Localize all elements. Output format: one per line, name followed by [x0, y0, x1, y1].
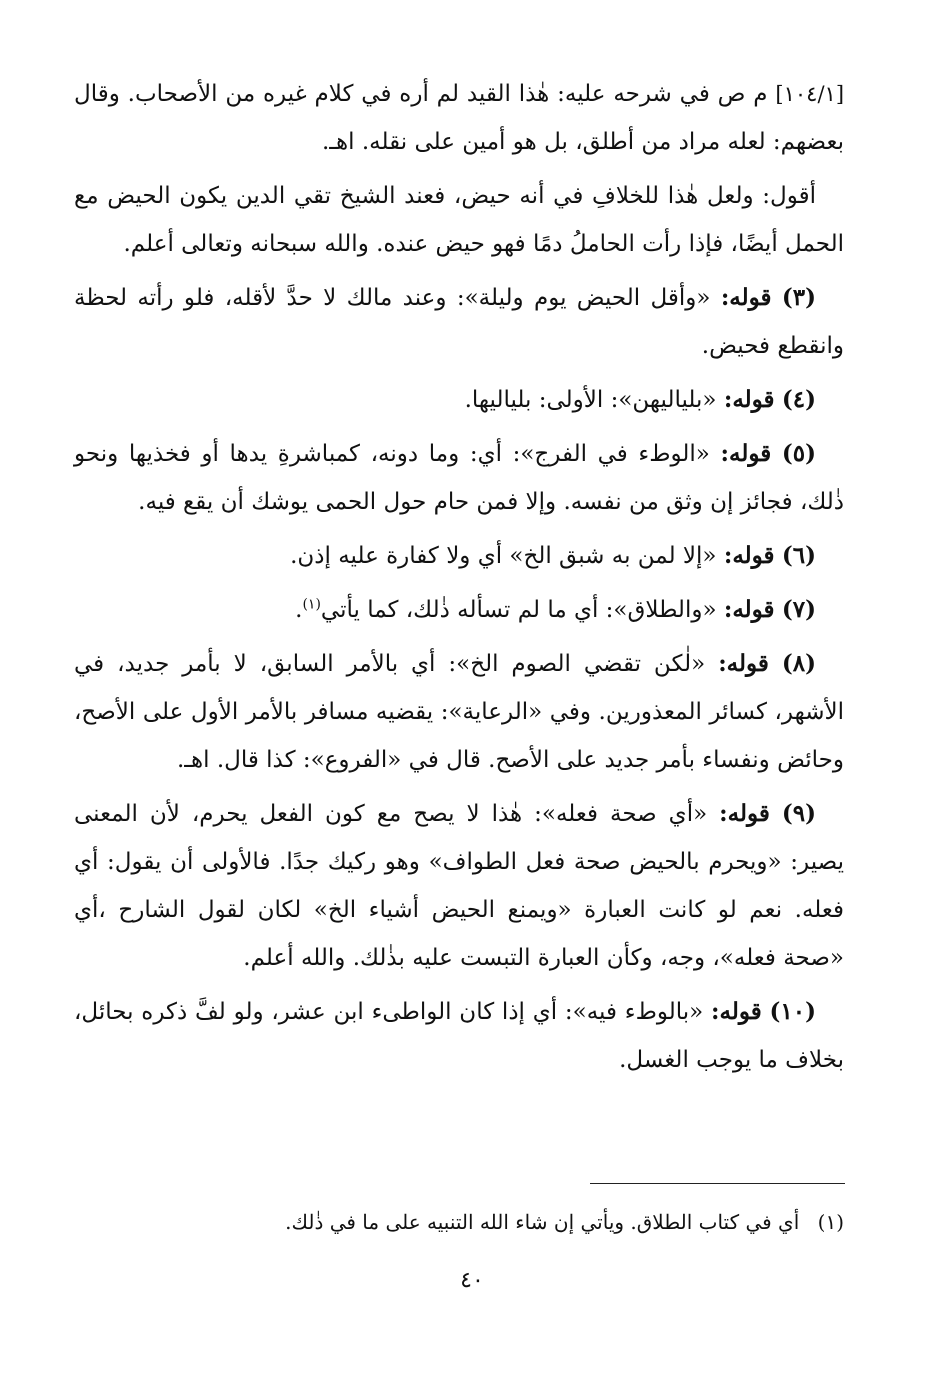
note-end: . — [295, 597, 303, 623]
note-lead: قوله: — [720, 284, 772, 311]
paragraph-text: أقول: ولعل هٰذا للخلافِ في أنه حيض، فعند الشيخ تقي الدين يكون الحيض مع الحمل أيضًا، فإذا رأت الحاملُ دمًا فهو حيض عنده. والله سبحانه وتعالى أعلم. — [74, 183, 844, 257]
footnote-divider — [590, 1183, 845, 1184]
note-lead: قوله: — [718, 650, 769, 677]
note-lead: قوله: — [711, 998, 762, 1025]
footnote — [74, 1206, 844, 1238]
note-text: «بلياليهن»: الأولى: بلياليها. — [464, 387, 717, 413]
footnote-text: أي في كتاب الطلاق. ويأتي إن شاء الله التنبيه على ما في ذٰلك. — [285, 1210, 800, 1234]
note-5 — [74, 430, 844, 526]
footnote-number: (١) — [817, 1210, 844, 1234]
note-number: (٧) — [781, 596, 816, 623]
note-number: (٦) — [781, 542, 816, 569]
note-text: «وأقل الحيض يوم وليلة»: وعند مالك لا حدَّ لأقله، فلو رأته لحظة وانقطع فحيض. — [74, 285, 844, 359]
note-text: «بالوطء فيه»: أي إذا كان الواطىء ابن عشر، ولو لفَّ ذكره بحائل، بخلاف ما يوجب الغسل. — [74, 999, 844, 1073]
note-9 — [74, 790, 844, 982]
note-text: «والطلاق»: أي ما لم تسأله ذٰلك، كما يأتي — [320, 597, 717, 623]
main-text — [74, 70, 844, 1090]
note-number: (٣) — [781, 284, 816, 311]
note-lead: قوله: — [720, 440, 772, 467]
note-number: (٤) — [781, 386, 816, 413]
note-number: (١٠) — [769, 998, 816, 1025]
paragraph-1 — [74, 70, 844, 166]
note-lead: قوله: — [723, 386, 775, 413]
note-3 — [74, 274, 844, 370]
note-4 — [74, 376, 844, 424]
note-text: «أي صحة فعله»: هٰذا لا يصح مع كون الفعل يحرم، لأن المعنى يصير: «ويحرم بالحيض صحة فعل الطواف» وهو ركيك جدًا. فالأولى أن يقول: أي فعله. نعم لو كانت العبارة «ويمنع الحيض أشياء الخ» لكان لقول الشارح ،أي «صحة فعله»، وجه، وكأن العبارة التبست عليه بذٰلك. والله أعلم. — [74, 801, 844, 971]
note-10 — [74, 988, 844, 1084]
note-text: «الوطء في الفرج»: أي: وما دونه، كمباشرةِ يدها أو فخذيها ونحو ذٰلك، فجائز إن وثق من نفسه. وإلا فمن حام حول الحمى يوشك أن يقع فيه. — [74, 441, 844, 515]
note-7 — [74, 586, 844, 634]
page-reference: [١٠٤/١] — [775, 82, 845, 106]
note-lead: قوله: — [723, 542, 775, 569]
note-text: «لٰكن تقضي الصوم الخ»: أي بالأمر السابق، لا بأمر جديد، في الأشهر، كسائر المعذورين. وفي «الرعاية»: يقضيه مسافر بالأمر الأول على الأصح، وحائض ونفساء بأمر جديد على الأصح. قال في «الفروع»: كذا قال. اهـ. — [74, 651, 844, 773]
note-8 — [74, 640, 844, 784]
note-number: (٥) — [781, 440, 817, 467]
footnote-marker: (١) — [302, 596, 321, 613]
note-number: (٩) — [781, 800, 817, 827]
page-number: ٤٠ — [460, 1268, 484, 1293]
note-lead: قوله: — [719, 800, 770, 827]
note-lead: قوله: — [723, 596, 775, 623]
note-text: «إلا لمن به شبق الخ» أي ولا كفارة عليه إذن. — [290, 543, 717, 569]
paragraph-2 — [74, 172, 844, 268]
note-6 — [74, 532, 844, 580]
paragraph-text: م ص في شرحه عليه: هٰذا القيد لم أره في كلام غيره من الأصحاب. وقال بعضهم: لعله مراد من أطلق، بل هو أمين على نقله. اهـ. — [74, 81, 844, 155]
note-number: (٨) — [781, 650, 816, 677]
